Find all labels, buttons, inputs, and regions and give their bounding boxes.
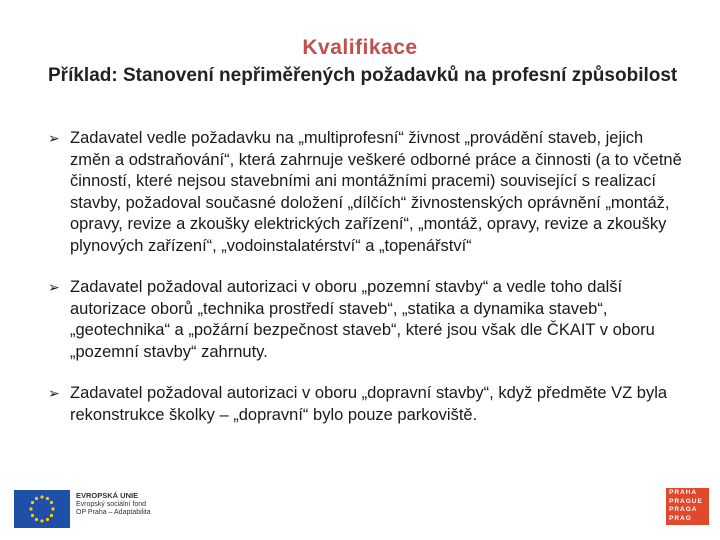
- eu-line: OP Praha – Adaptabilita: [76, 509, 151, 516]
- bullet-item: [48, 277, 688, 363]
- bullet-text: Zadavatel požadoval autorizaci v oboru „pozemní stavby“ a vedle toho další autorizace oborů „technika prostředí staveb“, „statika a dynamika staveb“, „geotechnika“ a „požární bezpečnost staveb“, které jsou však dle ČKAIT v oboru „pozemní stavby“ zahrnuty.: [70, 278, 655, 361]
- bullet-item: [48, 128, 688, 257]
- slide-title: Příklad: Stanovení nepřiměřených požadavků na profesní způsobilost: [48, 65, 678, 86]
- bullet-text: Zadavatel vedle požadavku na „multiprofesní“ živnost „provádění staveb, jejich změn a odstraňování“, která zahrnuje veškeré odborné práce a činnosti (a to včetně činností, které nejsou stavebními ani montážními pracemi) související s realizací stavby, požadoval současné doložení „dílčích“ živnostenských oprávnění „montáž, opravy, revize a zkoušky elektrických zařízení“, „montáž, opravy, revize a zkoušky plynových zařízení“, „vodoinstalatérství“ a „topenářství“: [70, 129, 682, 255]
- bullet-text: Zadavatel požadoval autorizaci v oboru „dopravní stavby“, když předměte VZ byla rekonstrukce školky – „dopravní“ bylo pouze parkoviště.: [70, 384, 668, 424]
- eu-text: [76, 492, 151, 518]
- praha-logo-line: PRAGA: [669, 506, 698, 513]
- arrow-bullet-icon: ➢: [48, 385, 60, 401]
- praha-logo-line: PRAHA: [669, 489, 698, 496]
- eu-name: EVROPSKÁ UNIE: [76, 491, 139, 500]
- slide-heading: Kvalifikace: [302, 36, 418, 59]
- bullet-list: [48, 128, 688, 446]
- eu-flag-icon: [14, 490, 70, 528]
- eu-stars-icon: [14, 490, 70, 528]
- arrow-bullet-icon: ➢: [48, 279, 60, 295]
- eu-line: Evropský sociální fond: [76, 500, 147, 508]
- praha-logo-line: PRAGUE: [669, 497, 703, 505]
- praha-logo-line: PRAG: [669, 514, 692, 522]
- arrow-bullet-icon: ➢: [48, 130, 60, 146]
- praha-logo: [666, 488, 709, 525]
- bullet-item: [48, 383, 688, 426]
- eu-logo: [14, 490, 214, 530]
